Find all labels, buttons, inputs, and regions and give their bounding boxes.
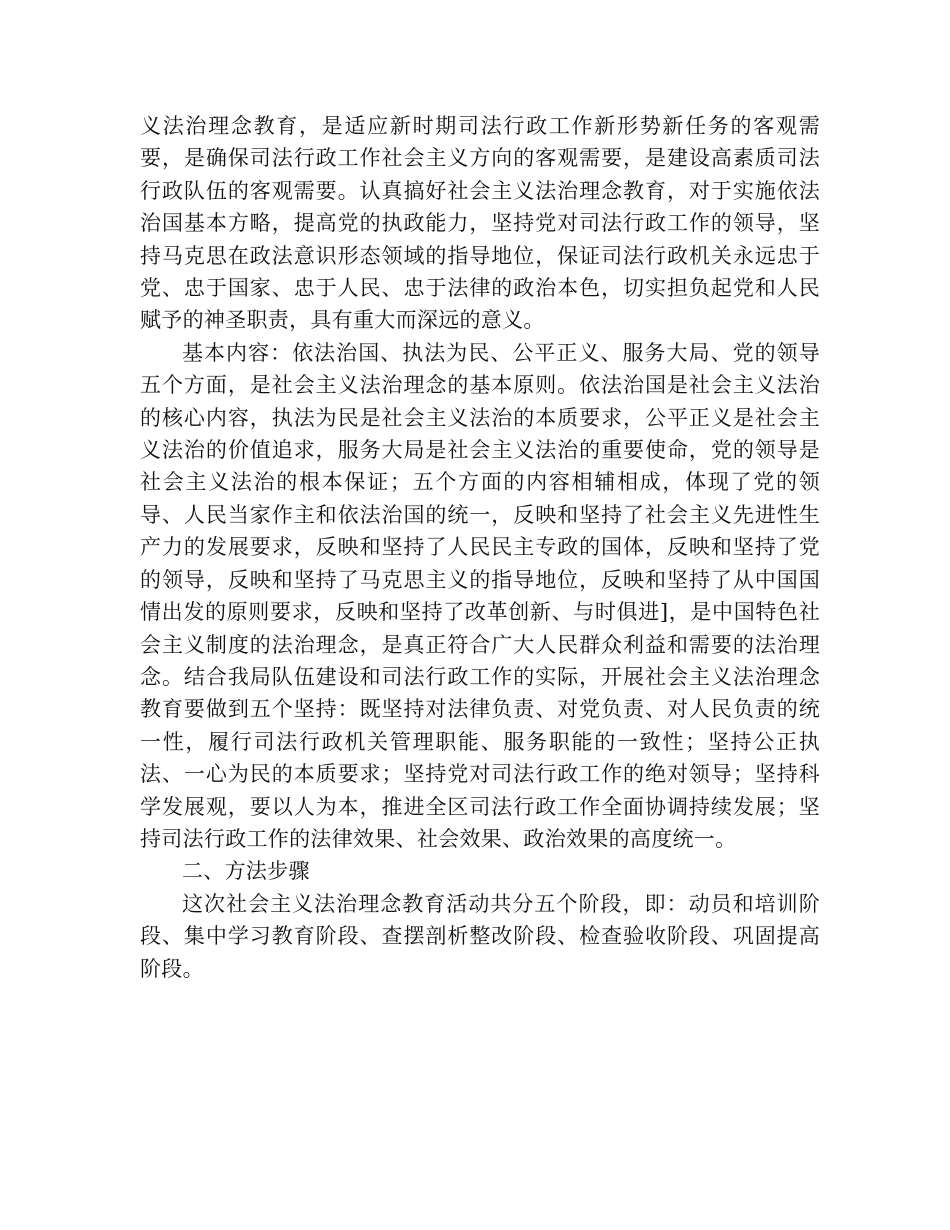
document-body	[140, 110, 820, 985]
paragraph-basic-content: 基本内容：依法治国、执法为民、公平正义、服务大局、党的领导五个方面，是社会主义法治理念的基本原则。依法治国是社会主义法治的核心内容，执法为民是社会主义法治的本质要求，公平正义是社会主义法治的价值追求，服务大局是社会主义法治的重要使命，党的领导是社会主义法治的根本保证；五个方面的内容相辅相成，体现了党的领导、人民当家作主和依法治国的统一，反映和坚持了社会主义先进性生产力的发展要求，反映和坚持了人民民主专政的国体，反映和坚持了党的领导，反映和坚持了马克思主义的指导地位，反映和坚持了从中国国情出发的原则要求，反映和坚持了改革创新、与时俱进]，是中国特色社会主义制度的法治理念，是真正符合广大人民群众利益和需要的法治理念。结合我局队伍建设和司法行政工作的实际，开展社会主义法治理念教育要做到五个坚持：既坚持对法律负责、对党负责、对人民负责的统一性，履行司法行政机关管理职能、服务职能的一致性；坚持公正执法、一心为民的本质要求；坚持党对司法行政工作的绝对领导；坚持科学发展观，要以人为本，推进全区司法行政工作全面协调持续发展；坚持司法行政工作的法律效果、社会效果、政治效果的高度统一。	[140, 340, 820, 851]
section-heading: 二、方法步骤	[182, 859, 310, 884]
paragraph-method-steps: 这次社会主义法治理念教育活动共分五个阶段，即：动员和培训阶段、集中学习教育阶段、查摆剖析整改阶段、检查验收阶段、巩固提高阶段。	[140, 891, 820, 981]
paragraph-significance: 义法治理念教育，是适应新时期司法行政工作新形势新任务的客观需要，是确保司法行政工作社会主义方向的客观需要，是建设高素质司法行政队伍的客观需要。认真搞好社会主义法治理念教育，对于实施依法治国基本方略，提高党的执政能力，坚持党对司法行政工作的领导，坚持马克思在政法意识形态领域的指导地位，保证司法行政机关永远忠于党、忠于国家、忠于人民、忠于法律的政治本色，切实担负起党和人民赋予的神圣职责，具有重大而深远的意义。	[140, 114, 820, 333]
